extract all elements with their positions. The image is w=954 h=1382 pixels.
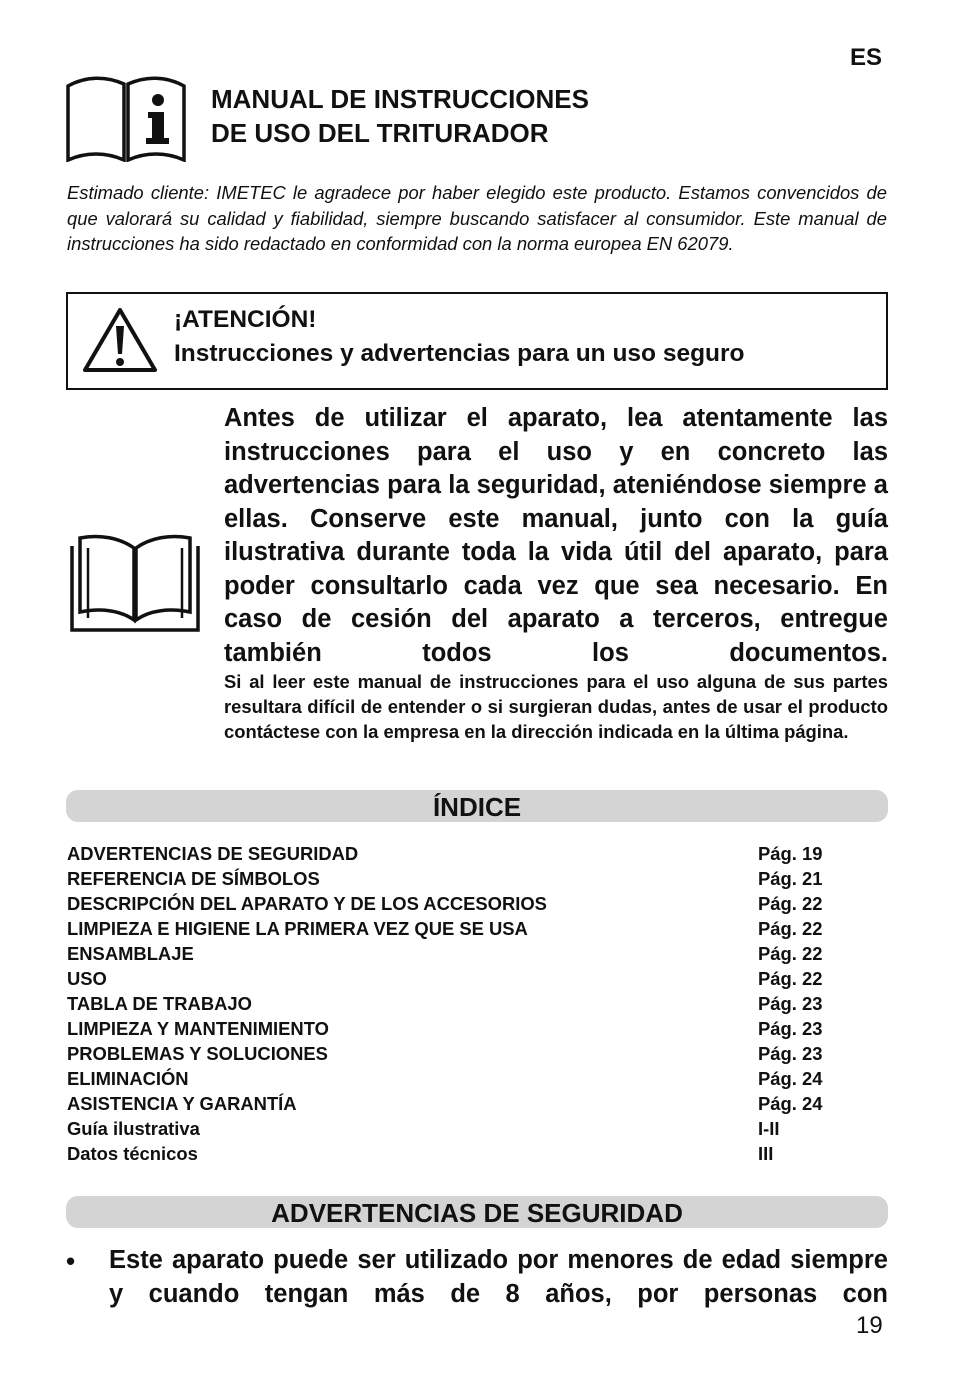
warning-triangle-icon <box>82 306 158 374</box>
toc-label: ADVERTENCIAS DE SEGURIDAD <box>67 843 359 864</box>
toc-label: ENSAMBLAJE <box>67 943 194 964</box>
toc-row <box>67 1141 847 1166</box>
manual-title <box>211 82 589 150</box>
toc-row <box>67 1041 847 1066</box>
contact-company-notice: Si al leer este manual de instrucciones para el uso alguna de sus partes resultara difícil de entender o si surgieran dudas, antes de usar el producto contáctese con la empresa en la dirección indicada en la última página. <box>224 671 888 742</box>
toc-label: ASISTENCIA Y GARANTÍA <box>67 1093 297 1114</box>
read-instructions-notice: Antes de utilizar el aparato, lea atentamente las instrucciones para el uso y en concreto las advertencias para la seguridad, ateniéndose siempre a ellas. Conserve este manual, junto con la guía ilustrativa durante toda la vida útil del aparato, para poder consultarlo cada vez que sea necesario. En caso de cesión del aparato a terceros, entregue también todos los documentos. <box>224 404 888 667</box>
toc-label: REFERENCIA DE SÍMBOLOS <box>67 868 320 889</box>
toc-page: Pág. 22 <box>758 943 823 964</box>
intro-paragraph: Estimado cliente: IMETEC le agradece por haber elegido este producto. Estamos convencidos de que valorará su calidad y fiabilidad, siempre buscando satisfacer al consumidor. Este manual de instrucciones ha sido redactado en conformidad con la norma europea EN 62079. <box>67 182 887 254</box>
toc-label: Datos técnicos <box>67 1143 198 1164</box>
toc-page: Pág. 21 <box>758 868 823 889</box>
toc-page: Pág. 24 <box>758 1068 823 1089</box>
toc-page: Pág. 22 <box>758 893 823 914</box>
toc-row <box>67 1016 847 1041</box>
warning-heading <box>174 303 745 371</box>
safety-item: Este aparato puede ser utilizado por menores de edad siempre y cuando tengan más de 8 años, por personas con <box>109 1246 888 1308</box>
table-of-contents <box>67 841 847 1166</box>
toc-page: Pág. 23 <box>758 1043 823 1064</box>
index-heading: ÍNDICE <box>432 792 522 822</box>
toc-label: LIMPIEZA Y MANTENIMIENTO <box>67 1018 329 1039</box>
toc-page: III <box>758 1143 774 1164</box>
toc-page: Pág. 23 <box>758 993 823 1014</box>
toc-row <box>67 891 847 916</box>
page-number: 19 <box>856 1312 883 1339</box>
toc-page: Pág. 19 <box>758 843 823 864</box>
toc-page: Pág. 24 <box>758 1093 823 1114</box>
manual-title-line2: DE USO DEL TRITURADOR <box>211 118 549 148</box>
toc-label: LIMPIEZA E HIGIENE LA PRIMERA VEZ QUE SE USA <box>67 918 528 939</box>
toc-label: USO <box>67 968 107 989</box>
toc-label: ELIMINACIÓN <box>67 1068 189 1089</box>
warning-heading-line1: ¡ATENCIÓN! <box>174 306 317 333</box>
toc-row <box>67 1091 847 1116</box>
info-book-icon <box>66 72 186 162</box>
toc-label: TABLA DE TRABAJO <box>67 993 252 1014</box>
safety-heading: ADVERTENCIAS DE SEGURIDAD <box>271 1198 683 1228</box>
toc-row <box>67 841 847 866</box>
toc-row <box>67 991 847 1016</box>
toc-page: Pág. 22 <box>758 918 823 939</box>
manual-title-line1: MANUAL DE INSTRUCCIONES <box>211 84 589 114</box>
toc-label: Guía ilustrativa <box>67 1118 200 1139</box>
toc-page: Pág. 23 <box>758 1018 823 1039</box>
toc-row <box>67 966 847 991</box>
bullet-marker: • <box>66 1246 76 1276</box>
toc-label: PROBLEMAS Y SOLUCIONES <box>67 1043 328 1064</box>
open-book-icon <box>68 532 202 634</box>
index-heading-bar <box>66 790 888 822</box>
toc-page: I-II <box>758 1118 780 1139</box>
warning-heading-line2: Instrucciones y advertencias para un uso seguro <box>174 340 745 367</box>
toc-label: DESCRIPCIÓN DEL APARATO Y DE LOS ACCESORIOS <box>67 893 547 914</box>
toc-row <box>67 916 847 941</box>
toc-row <box>67 1116 847 1141</box>
safety-heading-bar <box>66 1196 888 1228</box>
language-code: ES <box>850 44 883 71</box>
toc-row <box>67 941 847 966</box>
toc-page: Pág. 22 <box>758 968 823 989</box>
toc-row <box>67 866 847 891</box>
toc-row <box>67 1066 847 1091</box>
